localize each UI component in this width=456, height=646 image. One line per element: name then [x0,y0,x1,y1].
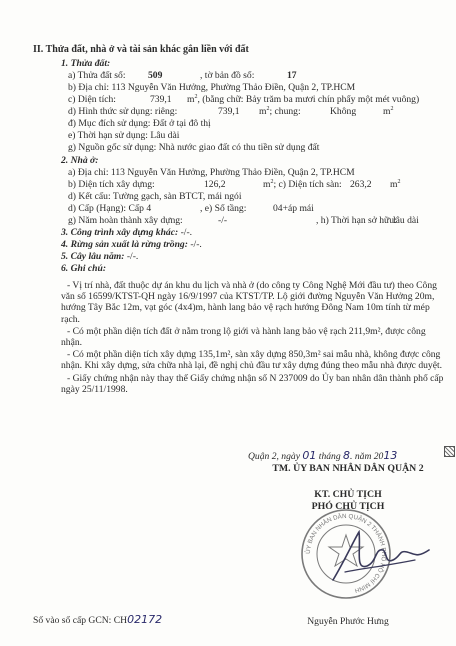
parcel-number-label: a) Thửa đất số: [68,70,126,81]
house-address-value: 113 Nguyễn Văn Hưởng, Phường Thảo Điền, Quận 2, TP.HCM [110,167,355,178]
floor-area-unit-wrap: $m^2$ [390,178,401,190]
floors-label: , e) Số tầng: [200,203,247,214]
land-parcel-row [68,70,297,81]
usage-form-row [68,105,394,117]
parcel-number-value: 509 [148,70,163,81]
structure-row [68,191,242,202]
land-area-words: , (bằng chữ: Bảy trăm ba mươi chín phẩy một mét vuông) [197,94,420,105]
section-title: II. Thửa đất, nhà ở và tài sản khác gắn liền với đất [33,44,249,55]
grade-row [68,203,314,214]
date-year-suffix: 13 [383,449,398,462]
usage-term-value: Lâu dài [150,130,180,141]
land-address-value: 113 Nguyễn Văn Hưởng, Phường Thảo Điền, Quận 2, TP.HCM [111,82,356,93]
date-month-label: tháng [318,451,341,462]
house-address-label: a) Địa chỉ: [68,167,109,178]
ownership-term-value: lâu dài [393,215,419,226]
notes-heading-row [61,263,106,274]
planted-forest-label: 4. Rừng sản xuất là rừng trồng: [61,239,188,250]
grade-label: d) Cấp (Hạng): [68,203,127,214]
usage-shared-unit-wrap: $m^2$ [383,105,394,117]
other-construction-row [61,227,192,238]
floors-value: 04+áp mái [273,203,314,214]
land-area-label: c) Diện tích: [68,94,116,105]
land-area-row [68,93,420,105]
note-item: - Giấy chứng nhận này thay thế Giấy chứng nhận số N 237009 do Ủy ban nhân dân thành phố cấp ngày 25/11/1998. [61,372,444,395]
date-day: 01 [302,449,317,462]
usage-private-unit: m [259,106,267,117]
hatched-box-icon [444,446,455,457]
usage-form-label: d) Hình thức sử dụng: riêng: [68,106,178,117]
map-sheet-value: 17 [287,70,297,81]
usage-origin-label: g) Nguồn gốc sử dụng: [68,142,157,153]
completion-row [68,215,419,226]
note-item: - Có một phần diện tích đất ở nằm trong lộ giới và hành lang bảo vệ rạch 211,9m², được công nhận. [61,325,426,349]
completion-year-value: -/- [218,215,228,226]
map-sheet-label: , tờ bản đồ số: [200,70,255,81]
grade-value: Cấp 4 [128,203,152,214]
usage-purpose-row [68,118,211,129]
date-year-label: năm 20 [354,451,384,462]
land-address-label: b) Địa chỉ: [68,82,110,93]
house-area-row [68,178,401,190]
signer-role-1: KT. CHỦ TỊCH [314,489,382,500]
signer-role-2: PHÓ CHỦ TỊCH [311,501,385,512]
notes-heading: 6. Ghi chú: [61,263,107,274]
seal-text-path: ỦY BAN NHÂN DÂN QUẬN 2 THÀNH PHỐ HỒ CHÍ MINH [304,512,388,594]
date-prefix: Quận 2, ngày [248,451,300,462]
floor-area-value: 263,2 [350,179,372,190]
usage-term-row [68,130,179,141]
planted-forest-value: -/-. [190,239,202,250]
usage-shared-value: Không [330,106,357,117]
registry-number: 02172 [127,613,163,626]
perennial-trees-value: -/-. [126,251,139,262]
usage-private-value: 739,1 [218,106,240,117]
building-area-label: b) Diện tích xây dựng: [68,179,155,190]
planted-forest-row [61,239,202,250]
usage-term-label: e) Thời hạn sử dụng: [68,130,148,141]
building-area-unit-wrap: $m^2$; c) Diện tích sàn: [263,178,342,190]
usage-shared-label: ; chung: [269,106,301,117]
land-area-value: 739,1 [150,94,172,105]
floor-area-unit: m [390,179,398,190]
building-area-value: 126,2 [204,179,226,190]
signature-mark-icon [325,520,435,592]
ownership-term-label: , h) Thời hạn sở hữu: [316,215,397,226]
building-area-unit: m [263,179,271,190]
land-area-unit-wrap: $m^2$, (bằng chữ: Bảy trăm ba mươi chín phẩy một mét vuông) [187,93,420,105]
usage-shared-unit: m [383,106,391,117]
completion-year-label: g) Năm hoàn thành xây dựng: [68,215,183,226]
land-heading: 1. Thửa đất: [61,58,111,69]
note-item: - Vị trí nhà, đất thuộc dự án khu du lịch và nhà ở (do công ty Công Nghệ Mới đầu tư) theo Công văn số 16599/KTST-QH ngày 16/9/1997 của KTST/TP. Lộ giới đường Nguyễn Văn Hưởng 20m, hướng Tây Bắc 12m, vạt góc (4x4)m, hành lang bảo vệ rạch hướng Đông Nam 10m tính từ mép rạch. [61,280,437,325]
structure-label: d) Kết cấu: [68,191,111,202]
usage-origin-row [68,142,319,153]
date-line: Quận 2, ngày 01 tháng 8. năm 2013 [248,449,398,462]
floor-area-label: ; c) Diện tích sàn: [273,179,342,190]
usage-origin-value: Nhà nước giao đất có thu tiền sử dụng đất [158,142,320,153]
issuing-authority: TM. ỦY BAN NHÂN DÂN QUẬN 2 [272,463,424,474]
signer-name: Nguyễn Phước Hưng [307,616,389,627]
registry-label: Số vào sổ cấp GCN: CH [33,615,128,626]
notes-block [61,280,449,395]
other-construction-label: 3. Công trình xây dựng khác: [61,227,179,238]
note-item: - Có một phần diện tích xây dựng 135,1m², sàn xây dựng 850,3m² sai mẫu nhà, không được công nhận. Khi xây dựng, sửa chữa nhà lại, đề nghị chủ đầu tư xây dựng đúng theo mẫu nhà được duyệt. [61,349,443,372]
usage-private-unit-wrap: $m^2$; chung: [259,105,301,117]
house-address-row [68,167,355,178]
registry-row [33,614,162,626]
structure-value: Tường gạch, sàn BTCT, mái ngói [112,191,242,202]
date-month: 8 [343,449,351,462]
house-heading: 2. Nhà ở: [61,155,99,166]
other-construction-value: -/-. [180,227,193,238]
usage-purpose-value: Đất ở tại đô thị [152,118,211,129]
land-area-unit: m [187,94,195,105]
usage-purpose-label: đ) Mục đích sử dụng: [68,118,151,129]
land-address-row [68,82,355,93]
perennial-trees-label: 5. Cây lâu năm: [61,251,125,262]
perennial-trees-row [61,251,138,262]
